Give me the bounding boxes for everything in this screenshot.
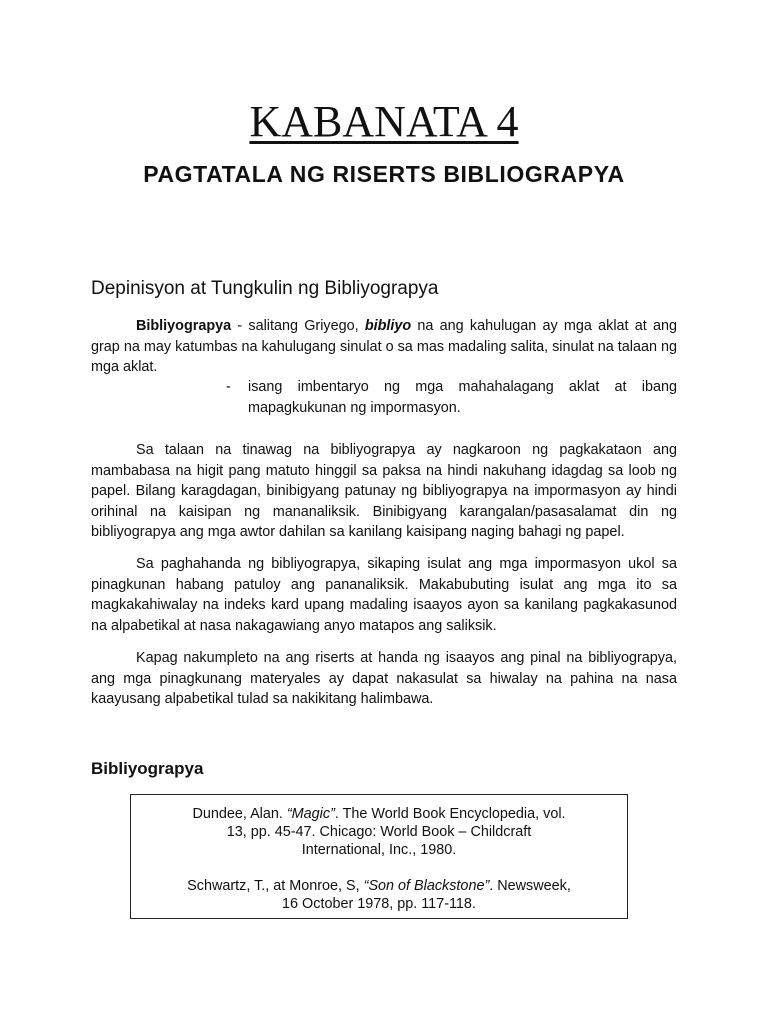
definition-bullet bbox=[226, 377, 677, 418]
paragraph-2: Sa paghahanda ng bibliyograpya, sikaping isulat ang mga impormasyon ukol sa pinagkunan habang patuloy ang pananaliksik. Makabubuting isulat ang mga ito sa magkakahiwalay na indeks kard upang madaling isaayos ayon sa kanilang pagkakasunod na alpabetikal at nasa nakagawiang anyo matapos ang saliksik. bbox=[91, 556, 677, 634]
entry-1-line-2: 13, pp. 45-47. Chicago: World Book – Childcraft bbox=[226, 824, 532, 840]
entry-1-author: Dundee, Alan. bbox=[192, 806, 287, 822]
entry-1-title: “Magic” bbox=[286, 806, 335, 822]
entry-1-line-1 bbox=[131, 805, 627, 823]
definition-term: Bibliyograpya bbox=[136, 318, 232, 334]
chapter-subtitle: PAGTATALA NG RISERTS BIBLIOGRAPYA bbox=[143, 161, 625, 187]
entry-1-line-3: International, Inc., 1980. bbox=[301, 842, 457, 858]
bullet-marker: - bbox=[226, 379, 231, 395]
entry-2-line-2: 16 October 1978, pp. 117-118. bbox=[282, 896, 476, 912]
section-heading-bibliography: Bibliyograpya bbox=[91, 759, 204, 778]
section-heading-definition bbox=[91, 277, 439, 301]
entry-2-title: “Son of Blackstone” bbox=[363, 878, 490, 894]
definition-greek-word: bibliyo bbox=[364, 318, 412, 334]
definition-paragraph bbox=[91, 316, 677, 378]
entry-2-line-1 bbox=[131, 877, 627, 895]
definition-text-a: - salitang Griyego, bbox=[231, 318, 365, 334]
bibliography-entry-1 bbox=[131, 805, 627, 859]
bibliography-box bbox=[130, 794, 628, 919]
paragraph-3: Kapag nakumpleto na ang riserts at handa ng isaayos ang pinal na bibliyograpya, ang mga pinagkunang materyales ay dapat nakasulat sa hiwalay na pahina na nasa kaayusang alpabetikal tulad sa nakikitang halimbawa. bbox=[91, 650, 677, 707]
chapter-title: KABANATA 4 bbox=[249, 97, 519, 146]
entry-2-rest: . Newsweek, bbox=[489, 878, 571, 894]
entry-2-author: Schwartz, T., at Monroe, S, bbox=[187, 878, 364, 894]
entry-1-rest: . The World Book Encyclopedia, vol. bbox=[334, 806, 566, 822]
paragraph-1: Sa talaan na tinawag na bibliyograpya ay nagkaroon ng pagkakataon ang mambabasa na higit pang matuto hinggil sa paksa na hindi nakuhang idagdag sa loob ng papel. Bilang karagdagan, binibigyang patunay ng bibliyograpya na impormasyon ay hindi orihinal na kaisipan ng mananaliksik. Binibigyang karangalan/pasasalamat din ng bibliyograpya ang mga awtor dahilan sa kanilang kaisipang naging bahagi ng papel. bbox=[91, 442, 677, 540]
bibliography-entry-2 bbox=[131, 877, 627, 913]
bullet-text: isang imbentaryo ng mga mahahalagang aklat at ibang mapagkukunan ng impormasyon. bbox=[248, 379, 677, 416]
definition-text-b: na ang kahulugan ay mga aklat at ang grap na may katumbas na kahulugang sinulat o sa mas madaling salita, sinulat na talaan ng mga aklat. bbox=[91, 318, 677, 375]
section-heading-definition-text: Depinisyon at Tungkulin ng Bibliyograpya bbox=[91, 278, 439, 299]
